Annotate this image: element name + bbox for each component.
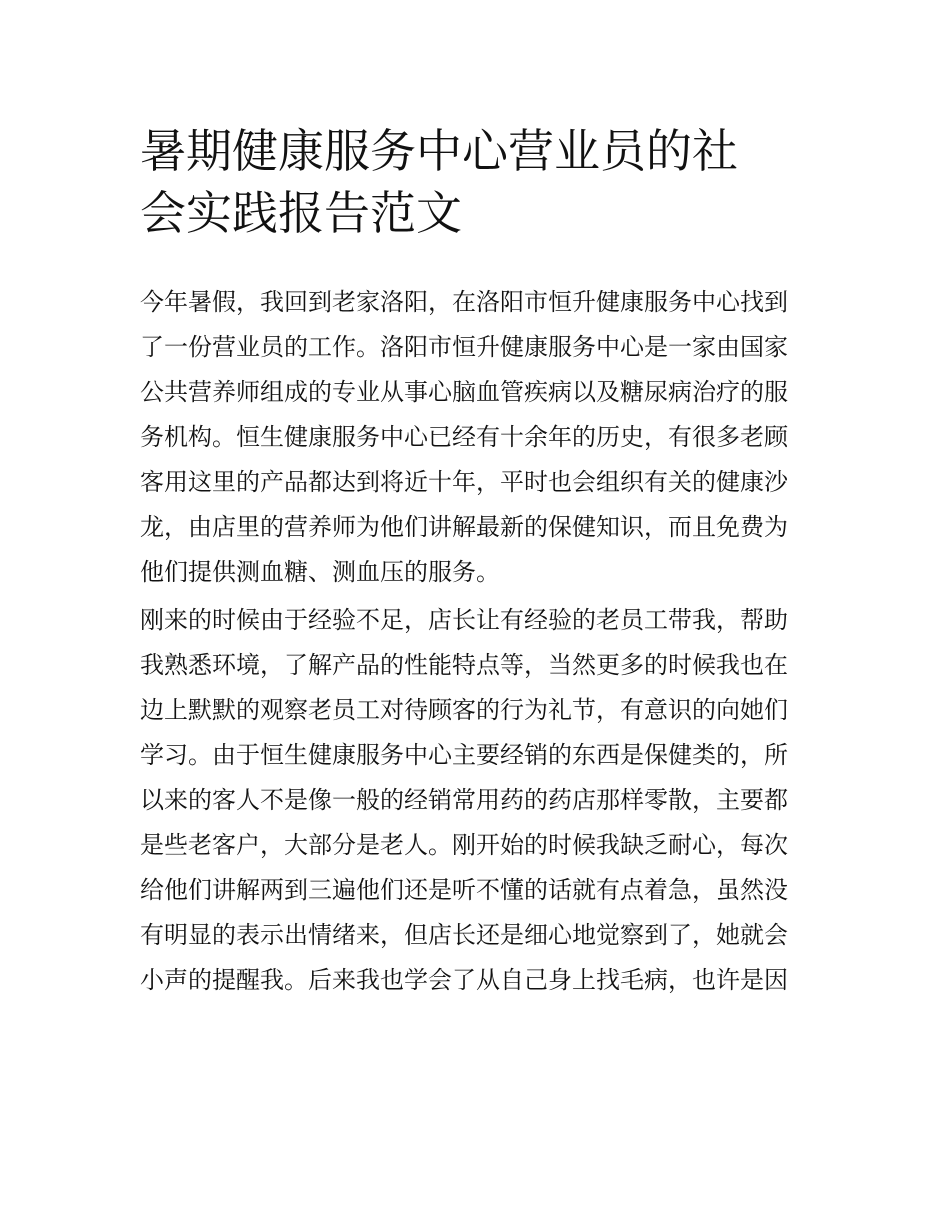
paragraph-line: 了一份营业员的工作。洛阳市恒升健康服务中心是一家由国家	[140, 333, 788, 361]
paragraph-line: 是些老客户，大部分是老人。刚开始的时候我缺乏耐心，每次	[140, 831, 788, 859]
paragraph-line: 有明显的表示出情绪来，但店长还是细心地觉察到了，她就会	[140, 921, 788, 949]
document-title	[140, 120, 820, 244]
document-body	[140, 280, 820, 1003]
paragraph-line: 学习。由于恒生健康服务中心主要经销的东西是保健类的，所	[140, 741, 788, 769]
paragraph-line: 以来的客人不是像一般的经销常用药的药店那样零散，主要都	[140, 786, 788, 814]
paragraph-1	[140, 280, 820, 595]
paragraph-line: 龙，由店里的营养师为他们讲解最新的保健知识，而且免费为	[140, 513, 788, 541]
paragraph-line: 刚来的时候由于经验不足，店长让有经验的老员工带我，帮助	[140, 606, 788, 634]
paragraph-line: 务机构。恒生健康服务中心已经有十余年的历史，有很多老顾	[140, 423, 788, 451]
paragraph-line: 今年暑假，我回到老家洛阳，在洛阳市恒升健康服务中心找到	[140, 288, 788, 316]
title-line: 会实践报告范文	[140, 186, 462, 240]
paragraph-line: 小声的提醒我。后来我也学会了从自己身上找毛病，也许是因	[140, 966, 788, 994]
paragraph-line: 边上默默的观察老员工对待顾客的行为礼节，有意识的向她们	[140, 696, 788, 724]
paragraph-2	[140, 598, 820, 1003]
paragraph-line: 他们提供测血糖、测血压的服务。	[140, 558, 500, 586]
paragraph-line: 客用这里的产品都达到将近十年，平时也会组织有关的健康沙	[140, 468, 788, 496]
paragraph-line: 给他们讲解两到三遍他们还是听不懂的话就有点着急，虽然没	[140, 876, 788, 904]
paragraph-line: 我熟悉环境，了解产品的性能特点等，当然更多的时候我也在	[140, 651, 788, 679]
title-line: 暑期健康服务中心营业员的社	[140, 124, 738, 178]
paragraph-line: 公共营养师组成的专业从事心脑血管疾病以及糖尿病治疗的服	[140, 378, 788, 406]
